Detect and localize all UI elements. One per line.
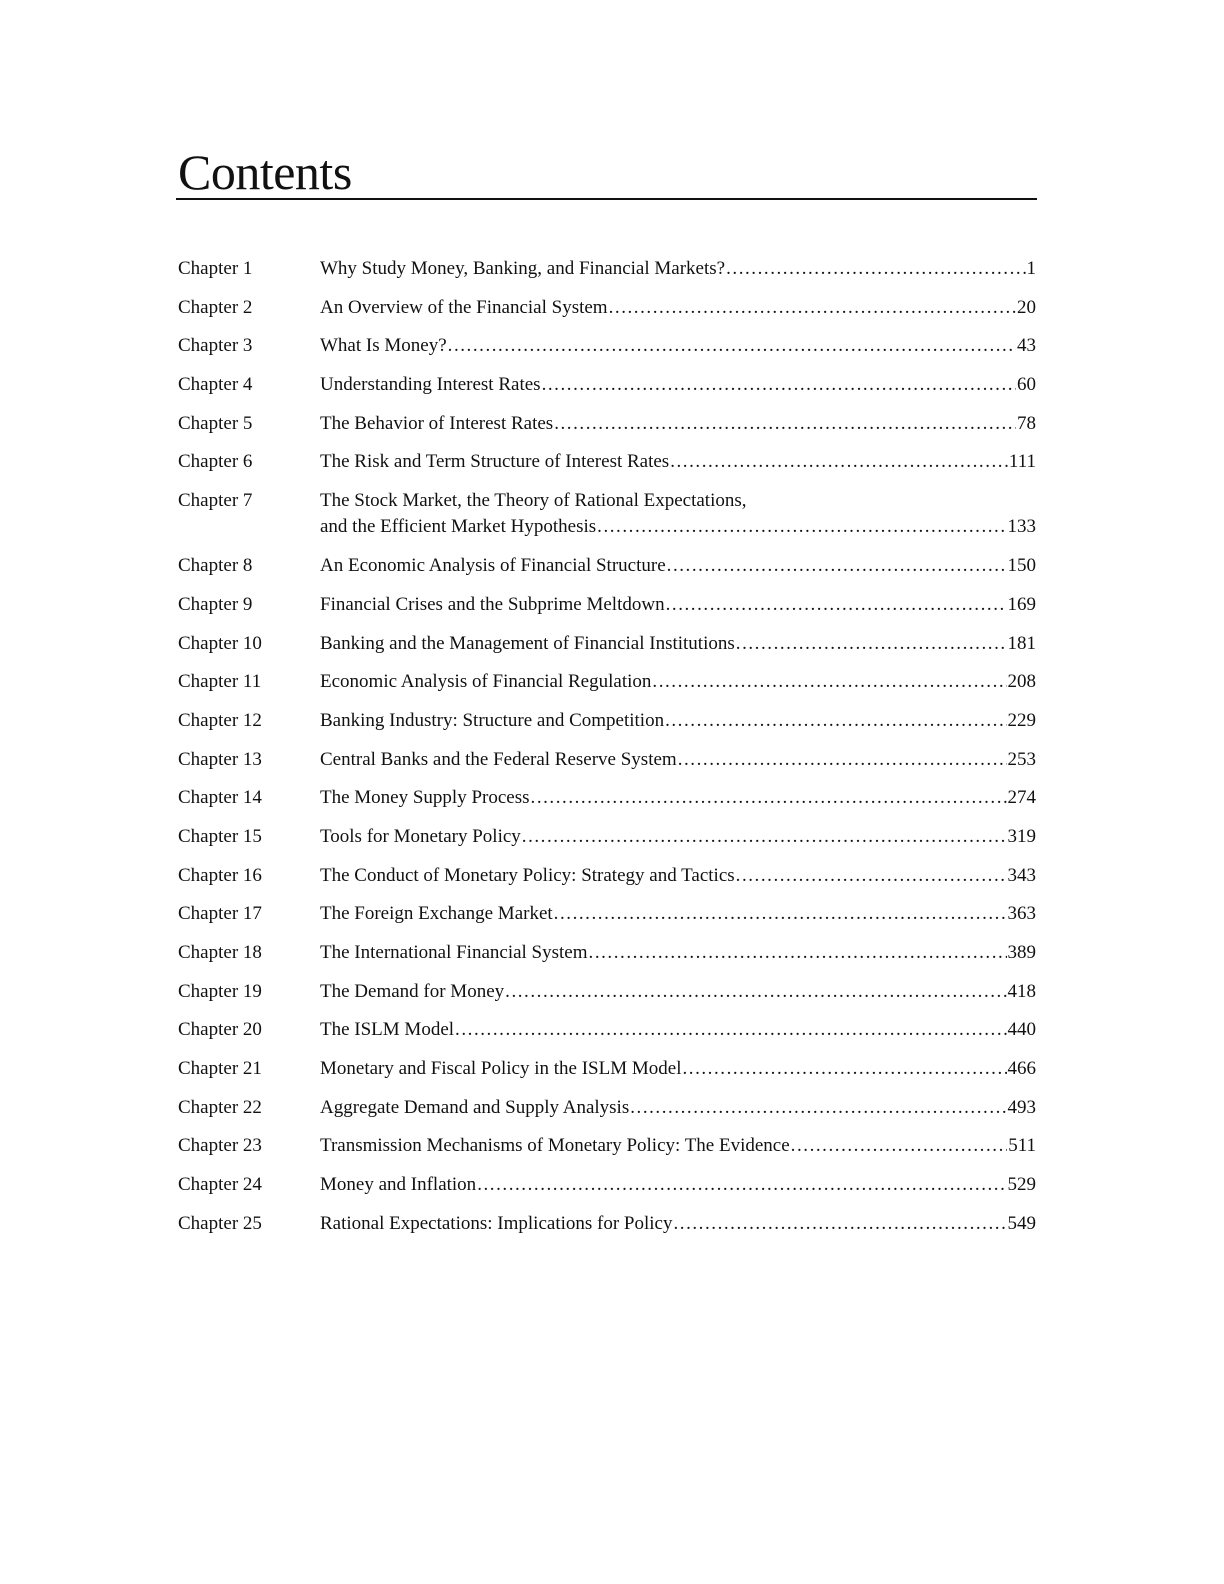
page-number: 511 [1008, 1135, 1036, 1157]
page-number: 493 [1007, 1096, 1036, 1118]
chapter-number: Chapter 13 [178, 748, 262, 770]
chapter-entry-body [320, 940, 1036, 966]
chapter-number: Chapter 18 [178, 942, 262, 963]
chapter-title: The Demand for Money [320, 980, 505, 1002]
chapter-title: An Economic Analysis of Financial Structure [320, 555, 666, 577]
page-number: 1 [1026, 258, 1036, 279]
chapter-title: The Risk and Term Structure of Interest Rates [320, 451, 670, 473]
toc-entry[interactable] [178, 1133, 1036, 1172]
page-number: 319 [1007, 825, 1036, 847]
chapter-number: Chapter 14 [178, 787, 262, 809]
toc-entry[interactable] [178, 333, 1036, 372]
chapter-title: Transmission Mechanisms of Monetary Policy: The Evidence [320, 1135, 790, 1157]
chapter-title-row [320, 553, 1036, 579]
toc-entry[interactable] [178, 708, 1036, 747]
chapter-entry-body [320, 256, 1036, 282]
chapter-title-row [320, 940, 1036, 966]
toc-entry[interactable] [178, 631, 1036, 670]
chapter-title: The International Financial System [320, 942, 588, 963]
toc-entry[interactable] [178, 295, 1036, 334]
chapter-entry-body [320, 449, 1036, 475]
toc-entry[interactable] [178, 553, 1036, 592]
chapter-title: The Conduct of Monetary Policy: Strategy and Tactics [320, 864, 735, 886]
page-number: 78 [1017, 412, 1036, 434]
chapter-title-row [320, 631, 1036, 657]
table-of-contents [178, 256, 1036, 1250]
chapter-title-row [320, 1172, 1036, 1198]
chapter-number: Chapter 17 [178, 903, 262, 925]
chapter-number: Chapter 12 [178, 709, 262, 731]
dot-leader [670, 449, 1008, 475]
chapter-entry-body [320, 295, 1036, 321]
toc-entry[interactable] [178, 411, 1036, 450]
dot-leader [666, 592, 1007, 618]
toc-entry[interactable] [178, 592, 1036, 631]
chapter-title: Why Study Money, Banking, and Financial Markets? [320, 258, 726, 279]
toc-entry[interactable] [178, 1056, 1036, 1095]
dot-leader [597, 514, 1006, 540]
page-number: 418 [1007, 980, 1036, 1002]
chapter-title: Aggregate Demand and Supply Analysis [320, 1096, 630, 1118]
chapter-title: The ISLM Model [320, 1019, 455, 1041]
dot-leader [531, 785, 1007, 811]
chapter-number: Chapter 20 [178, 1019, 262, 1041]
page-title: Contents [178, 144, 352, 200]
chapter-number: Chapter 19 [178, 980, 262, 1002]
toc-entry[interactable] [178, 1017, 1036, 1056]
toc-entry[interactable] [178, 1172, 1036, 1211]
chapter-title: Rational Expectations: Implications for Policy [320, 1212, 673, 1234]
page-number: 440 [1007, 1019, 1036, 1041]
dot-leader [736, 631, 1007, 657]
chapter-entry-body [320, 979, 1036, 1005]
chapter-entry-body [320, 411, 1036, 437]
chapter-number: Chapter 3 [178, 335, 253, 357]
chapter-entry-body [320, 863, 1036, 889]
chapter-title-row [320, 514, 1036, 540]
toc-entry[interactable] [178, 940, 1036, 979]
toc-entry[interactable] [178, 979, 1036, 1018]
dot-leader [455, 1017, 1006, 1043]
chapter-title: The Money Supply Process [320, 787, 530, 809]
toc-entry[interactable] [178, 863, 1036, 902]
dot-leader [589, 940, 1007, 966]
dot-leader [791, 1133, 1008, 1159]
chapter-title: Central Banks and the Federal Reserve System [320, 748, 677, 770]
page-number: 389 [1007, 942, 1036, 963]
dot-leader [736, 863, 1007, 889]
page-number: 181 [1007, 632, 1036, 654]
page-number: 549 [1007, 1212, 1036, 1234]
chapter-title-row [320, 669, 1036, 695]
toc-entry[interactable] [178, 449, 1036, 488]
dot-leader [678, 747, 1007, 773]
page-number: 529 [1007, 1174, 1036, 1196]
chapter-entry-body [320, 553, 1036, 579]
toc-entry[interactable] [178, 1211, 1036, 1250]
page-number: 343 [1007, 864, 1036, 886]
dot-leader [554, 901, 1007, 927]
chapter-title: Economic Analysis of Financial Regulation [320, 671, 652, 693]
page-number: 229 [1007, 709, 1036, 731]
dot-leader [673, 1211, 1006, 1237]
chapter-title-row [320, 708, 1036, 734]
chapter-title-row [320, 979, 1036, 1005]
page-number: 43 [1017, 335, 1036, 357]
chapter-entry-body [320, 592, 1036, 618]
dot-leader [667, 553, 1007, 579]
chapter-title: Banking and the Management of Financial Institutions [320, 632, 735, 654]
page-number: 466 [1007, 1058, 1036, 1080]
dot-leader [448, 333, 1016, 359]
chapter-entry-body [320, 631, 1036, 657]
dot-leader [630, 1095, 1006, 1121]
chapter-entry-body [320, 1172, 1036, 1198]
dot-leader [726, 256, 1025, 282]
toc-entry[interactable] [178, 1095, 1036, 1134]
chapter-title: What Is Money? [320, 335, 447, 357]
chapter-title: Monetary and Fiscal Policy in the ISLM Model [320, 1058, 682, 1080]
page-number: 111 [1008, 451, 1036, 473]
toc-entry[interactable] [178, 372, 1036, 411]
chapter-title-row [320, 1133, 1036, 1159]
chapter-title: Understanding Interest Rates [320, 374, 541, 396]
dot-leader [609, 295, 1016, 321]
chapter-title: Tools for Monetary Policy [320, 825, 521, 847]
page-number: 20 [1017, 296, 1036, 318]
chapter-title-row [320, 372, 1036, 398]
chapter-entry-body [320, 747, 1036, 773]
chapter-number: Chapter 24 [178, 1174, 262, 1196]
toc-entry[interactable] [178, 824, 1036, 863]
page-number: 208 [1007, 671, 1036, 693]
chapter-title: The Foreign Exchange Market [320, 903, 553, 925]
chapter-entry-body [320, 1133, 1036, 1159]
chapter-number: Chapter 8 [178, 555, 253, 577]
page-number: 253 [1007, 748, 1036, 770]
chapter-entry-body [320, 1017, 1036, 1043]
chapter-title-row [320, 1056, 1036, 1082]
chapter-entry-body [320, 1056, 1036, 1082]
chapter-number: Chapter 9 [178, 593, 253, 615]
chapter-number: Chapter 25 [178, 1212, 262, 1234]
page-number: 60 [1017, 374, 1036, 396]
chapter-number: Chapter 22 [178, 1096, 262, 1118]
dot-leader [554, 411, 1016, 437]
chapter-entry-body [320, 488, 1036, 540]
chapter-title-row [320, 824, 1036, 850]
chapter-title: An Overview of the Financial System [320, 296, 608, 318]
title-divider [176, 198, 1037, 200]
chapter-title-line: The Stock Market, the Theory of Rational Expectations, [320, 490, 747, 512]
dot-leader [665, 708, 1006, 734]
chapter-title-row [320, 1017, 1036, 1043]
chapter-number: Chapter 16 [178, 864, 262, 886]
chapter-entry-body [320, 1211, 1036, 1237]
page-number: 150 [1007, 555, 1036, 577]
chapter-entry-body [320, 372, 1036, 398]
chapter-number: Chapter 4 [178, 374, 253, 396]
chapter-number: Chapter 23 [178, 1135, 262, 1157]
chapter-number: Chapter 10 [178, 632, 262, 654]
dot-leader [682, 1056, 1006, 1082]
dot-leader [542, 372, 1016, 398]
page-number: 274 [1007, 787, 1036, 809]
chapter-title-row [320, 411, 1036, 437]
chapter-entry-body [320, 1095, 1036, 1121]
chapter-title-row [320, 785, 1036, 811]
toc-entry[interactable] [178, 901, 1036, 940]
chapter-title-row [320, 1211, 1036, 1237]
chapter-entry-body [320, 785, 1036, 811]
chapter-title-row [320, 747, 1036, 773]
chapter-title-row [320, 295, 1036, 321]
chapter-title: The Behavior of Interest Rates [320, 412, 554, 434]
chapter-title-row [320, 1095, 1036, 1121]
chapter-title: and the Efficient Market Hypothesis [320, 516, 597, 538]
chapter-number: Chapter 5 [178, 412, 253, 434]
chapter-number: Chapter 7 [178, 490, 253, 512]
chapter-number: Chapter 2 [178, 296, 253, 318]
chapter-entry-body [320, 901, 1036, 927]
chapter-title-row [320, 449, 1036, 475]
chapter-title: Banking Industry: Structure and Competition [320, 709, 665, 731]
dot-leader [522, 824, 1007, 850]
toc-entry[interactable] [178, 256, 1036, 295]
chapter-title-row [320, 863, 1036, 889]
chapter-number: Chapter 15 [178, 825, 262, 847]
toc-entry[interactable] [178, 747, 1036, 786]
chapter-entry-body [320, 669, 1036, 695]
chapter-number: Chapter 21 [178, 1058, 262, 1080]
page-number: 133 [1007, 516, 1036, 538]
dot-leader [477, 1172, 1006, 1198]
toc-entry[interactable] [178, 488, 1036, 553]
toc-entry[interactable] [178, 669, 1036, 708]
dot-leader [652, 669, 1006, 695]
chapter-entry-body [320, 708, 1036, 734]
toc-entry[interactable] [178, 785, 1036, 824]
chapter-title-row [320, 901, 1036, 927]
chapter-number: Chapter 6 [178, 451, 253, 473]
chapter-title: Money and Inflation [320, 1174, 477, 1196]
chapter-entry-body [320, 824, 1036, 850]
page-number: 363 [1007, 903, 1036, 925]
chapter-title: Financial Crises and the Subprime Meltdown [320, 593, 665, 615]
chapter-number: Chapter 11 [178, 671, 262, 693]
chapter-title-row [320, 592, 1036, 618]
chapter-number: Chapter 1 [178, 258, 253, 279]
chapter-title-row [320, 256, 1036, 282]
dot-leader [505, 979, 1006, 1005]
page-number: 169 [1007, 593, 1036, 615]
chapter-title-row [320, 333, 1036, 359]
chapter-entry-body [320, 333, 1036, 359]
